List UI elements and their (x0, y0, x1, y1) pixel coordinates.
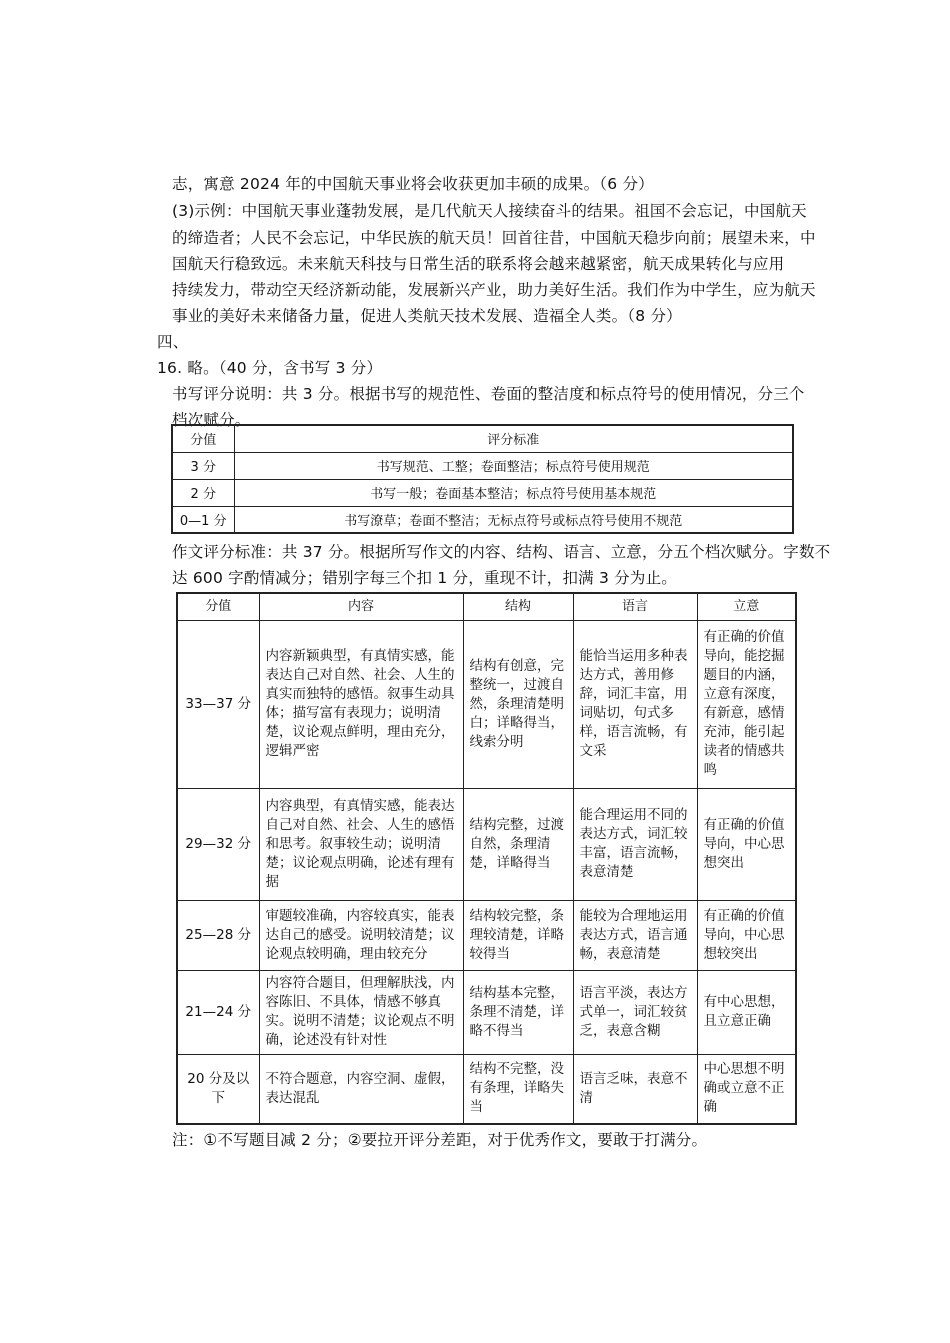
writing-intro-line-2: 档次赋分。 (172, 411, 251, 429)
score-cell: 21—24 分 (177, 970, 259, 1054)
theme-cell: 有正确的价值导向，中心思想较突出 (697, 900, 796, 970)
structure-cell: 结构有创意，完整统一，过渡自然，条理清楚明白；详略得当，线索分明 (463, 620, 573, 788)
essay-intro-line-2: 达 600 字酌情减分；错别字每三个扣 1 分，重现不计，扣满 3 分为止。 (172, 569, 677, 587)
essay-intro-line-1: 作文评分标准：共 37 分。根据所写作文的内容、结构、语言、立意，分五个档次赋分。字数不 (172, 543, 831, 561)
table-row (177, 788, 796, 900)
structure-cell: 结构基本完整，条理不清楚，详略不得当 (463, 970, 573, 1054)
theme-cell: 有正确的价值导向，中心思想突出 (697, 788, 796, 900)
structure-cell: 结构较完整，条理较清楚，详略较得当 (463, 900, 573, 970)
score-cell: 33—37 分 (177, 620, 259, 788)
language-cell: 能恰当运用多种表达方式，善用修辞，词汇丰富，用词贴切，句式多样，语言流畅，有文采 (573, 620, 697, 788)
table-row (172, 506, 793, 533)
table-header-row (177, 593, 796, 620)
score-cell: 0—1 分 (172, 506, 234, 533)
criteria-cell: 书写潦草；卷面不整洁；无标点符号或标点符号使用不规范 (234, 506, 793, 533)
intro-line-1: 志，寓意 2024 年的中国航天事业将会收获更加丰硕的成果。（6 分） (172, 175, 654, 193)
content-cell: 内容典型，有真情实感，能表达自己对自然、社会、人生的感悟和思考。叙事较生动；说明清楚；议论观点明确，论述有理有据 (259, 788, 463, 900)
table-row (177, 900, 796, 970)
score-cell: 3 分 (172, 452, 234, 479)
header-structure: 结构 (463, 593, 573, 620)
table-row (177, 620, 796, 788)
content-cell: 内容符合题目，但理解肤浅，内容陈旧、不具体，情感不够真实。说明不清楚；议论观点不明确，论述没有针对性 (259, 970, 463, 1054)
header-theme: 立意 (697, 593, 796, 620)
table-row (172, 452, 793, 479)
language-cell: 语言乏味，表意不清 (573, 1054, 697, 1124)
criteria-cell: 书写规范、工整；卷面整洁；标点符号使用规范 (234, 452, 793, 479)
grading-note: 注：①不写题目减 2 分；②要拉开评分差距，对于优秀作文，要敢于打满分。 (172, 1131, 708, 1149)
intro-line-3: 的缔造者；人民不会忘记，中华民族的航天员！回首往昔，中国航天稳步向前；展望未来，中 (172, 229, 816, 247)
question-16: 16. 略。（40 分，含书写 3 分） (157, 359, 383, 377)
intro-line-6: 事业的美好未来储备力量，促进人类航天技术发展、造福全人类。（8 分） (172, 307, 682, 325)
criteria-cell: 书写一般；卷面基本整洁；标点符号使用基本规范 (234, 479, 793, 506)
theme-cell: 中心思想不明确或立意不正确 (697, 1054, 796, 1124)
score-cell: 2 分 (172, 479, 234, 506)
content-cell: 不符合题意，内容空洞、虚假，表达混乱 (259, 1054, 463, 1124)
content-cell: 内容新颖典型，有真情实感，能表达自己对自然、社会、人生的真实而独特的感悟。叙事生动具体；描写富有表现力；说明清楚，议论观点鲜明，理由充分，逻辑严密 (259, 620, 463, 788)
score-cell: 20 分及以下 (177, 1054, 259, 1124)
header-score: 分值 (172, 425, 234, 452)
table-row (177, 1054, 796, 1124)
table-header-row (172, 425, 793, 452)
intro-line-4: 国航天行稳致远。未来航天科技与日常生活的联系将会越来越紧密，航天成果转化与应用 (172, 255, 785, 273)
header-criteria: 评分标准 (234, 425, 793, 452)
theme-cell: 有正确的价值导向，能挖掘题目的内涵，立意有深度，有新意，感情充沛，能引起读者的情感共鸣 (697, 620, 796, 788)
language-cell: 能合理运用不同的表达方式，词汇较丰富，语言流畅，表意清楚 (573, 788, 697, 900)
table-row (172, 479, 793, 506)
score-cell: 25—28 分 (177, 900, 259, 970)
header-language: 语言 (573, 593, 697, 620)
language-cell: 能较为合理地运用表达方式，语言通畅，表意清楚 (573, 900, 697, 970)
section-heading: 四、 (157, 333, 189, 351)
table-row (177, 970, 796, 1054)
header-score: 分值 (177, 593, 259, 620)
language-cell: 语言平淡，表达方式单一，词汇较贫乏，表意含糊 (573, 970, 697, 1054)
writing-score-table (171, 424, 794, 534)
structure-cell: 结构完整，过渡自然，条理清楚，详略得当 (463, 788, 573, 900)
header-content: 内容 (259, 593, 463, 620)
theme-cell: 有中心思想，且立意正确 (697, 970, 796, 1054)
writing-intro-line-1: 书写评分说明：共 3 分。根据书写的规范性、卷面的整洁度和标点符号的使用情况，分三个 (172, 385, 805, 403)
intro-line-5: 持续发力，带动空天经济新动能，发展新兴产业，助力美好生活。我们作为中学生，应为航天 (172, 281, 816, 299)
content-cell: 审题较准确，内容较真实，能表达自己的感受。说明较清楚；议论观点较明确，理由较充分 (259, 900, 463, 970)
structure-cell: 结构不完整，没有条理，详略失当 (463, 1054, 573, 1124)
score-cell: 29—32 分 (177, 788, 259, 900)
essay-score-table (176, 592, 797, 1125)
intro-line-2: (3)示例：中国航天事业蓬勃发展，是几代航天人接续奋斗的结果。祖国不会忘记，中国航天 (172, 202, 807, 220)
